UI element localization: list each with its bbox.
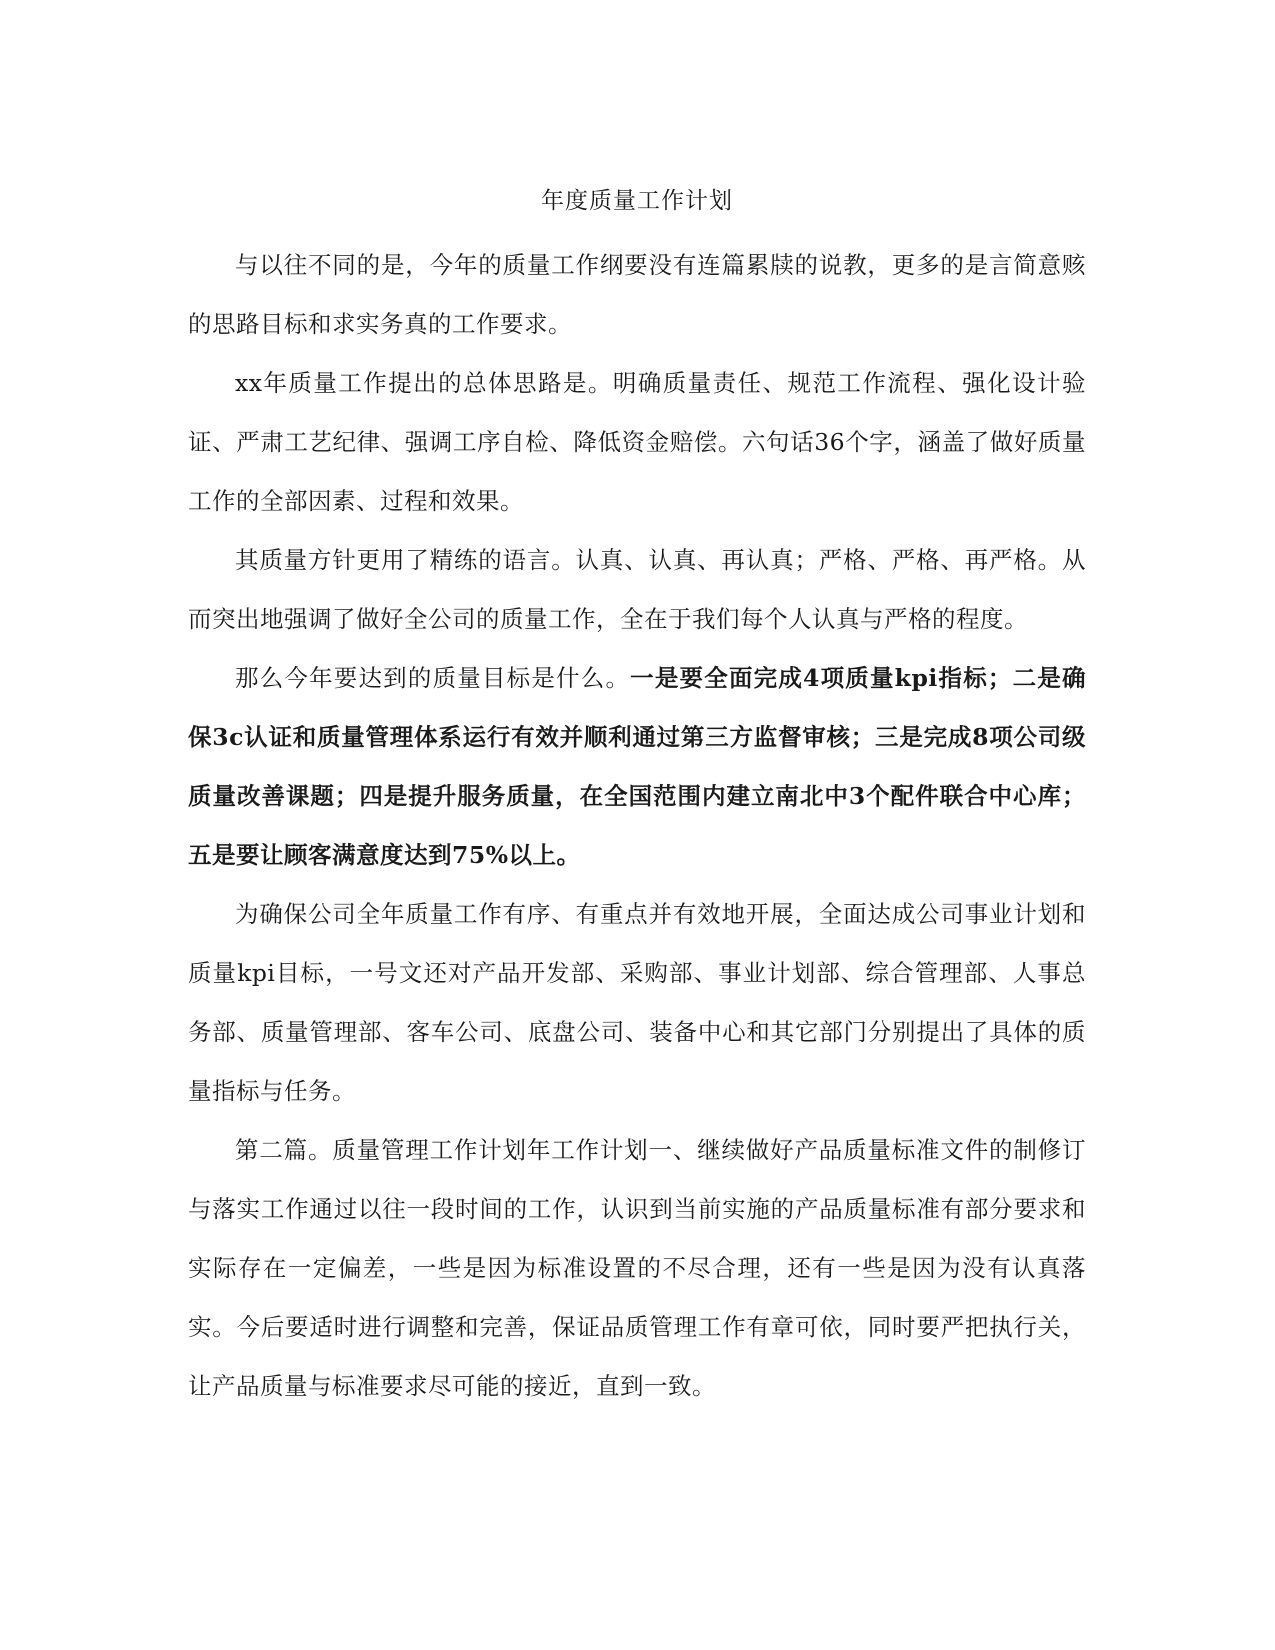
paragraph-quality-goals	[188, 649, 1086, 885]
paragraph-overall-approach: xx年质量工作提出的总体思路是。明确质量责任、规范工作流程、强化设计验证、严肃工艺纪律、强调工序自检、降低资金赔偿。六句话36个字，涵盖了做好质量工作的全部因素、过程和效果。	[188, 369, 1086, 515]
document-title: 年度质量工作计划	[541, 188, 733, 214]
goals-list-text: 一是要全面完成4项质量kpi指标；二是确保3c认证和质量管理体系运行有效并顺利通过第三方监督审核；三是完成8项公司级质量改善课题；四是提升服务质量，在全国范围内建立南北中3个配件联合中心库；五是要让顾客满意度达到75%以上。	[188, 664, 1086, 869]
paragraph-department-tasks: 为确保公司全年质量工作有序、有重点并有效地开展，全面达成公司事业计划和质量kpi目标，一号文还对产品开发部、采购部、事业计划部、综合管理部、人事总务部、质量管理部、客车公司、底盘公司、装备中心和其它部门分别提出了具体的质量指标与任务。	[188, 900, 1086, 1105]
paragraph-second-article: 第二篇。质量管理工作计划年工作计划一、继续做好产品质量标准文件的制修订与落实工作通过以往一段时间的工作，认识到当前实施的产品质量标准有部分要求和实际存在一定偏差，一些是因为标准设置的不尽合理，还有一些是因为没有认真落实。今后要适时进行调整和完善，保证品质管理工作有章可依，同时要严把执行关，让产品质量与标准要求尽可能的接近，直到一致。	[188, 1136, 1086, 1400]
goals-intro-text: 那么今年要达到的质量目标是什么。	[235, 664, 631, 692]
document-body	[188, 186, 1086, 1416]
paragraph-intro: 与以往不同的是，今年的质量工作纲要没有连篇累牍的说教，更多的是言简意赅的思路目标和求实务真的工作要求。	[188, 251, 1086, 338]
paragraph-quality-policy: 其质量方针更用了精练的语言。认真、认真、再认真；严格、严格、再严格。从而突出地强调了做好全公司的质量工作，全在于我们每个人认真与严格的程度。	[188, 546, 1086, 633]
